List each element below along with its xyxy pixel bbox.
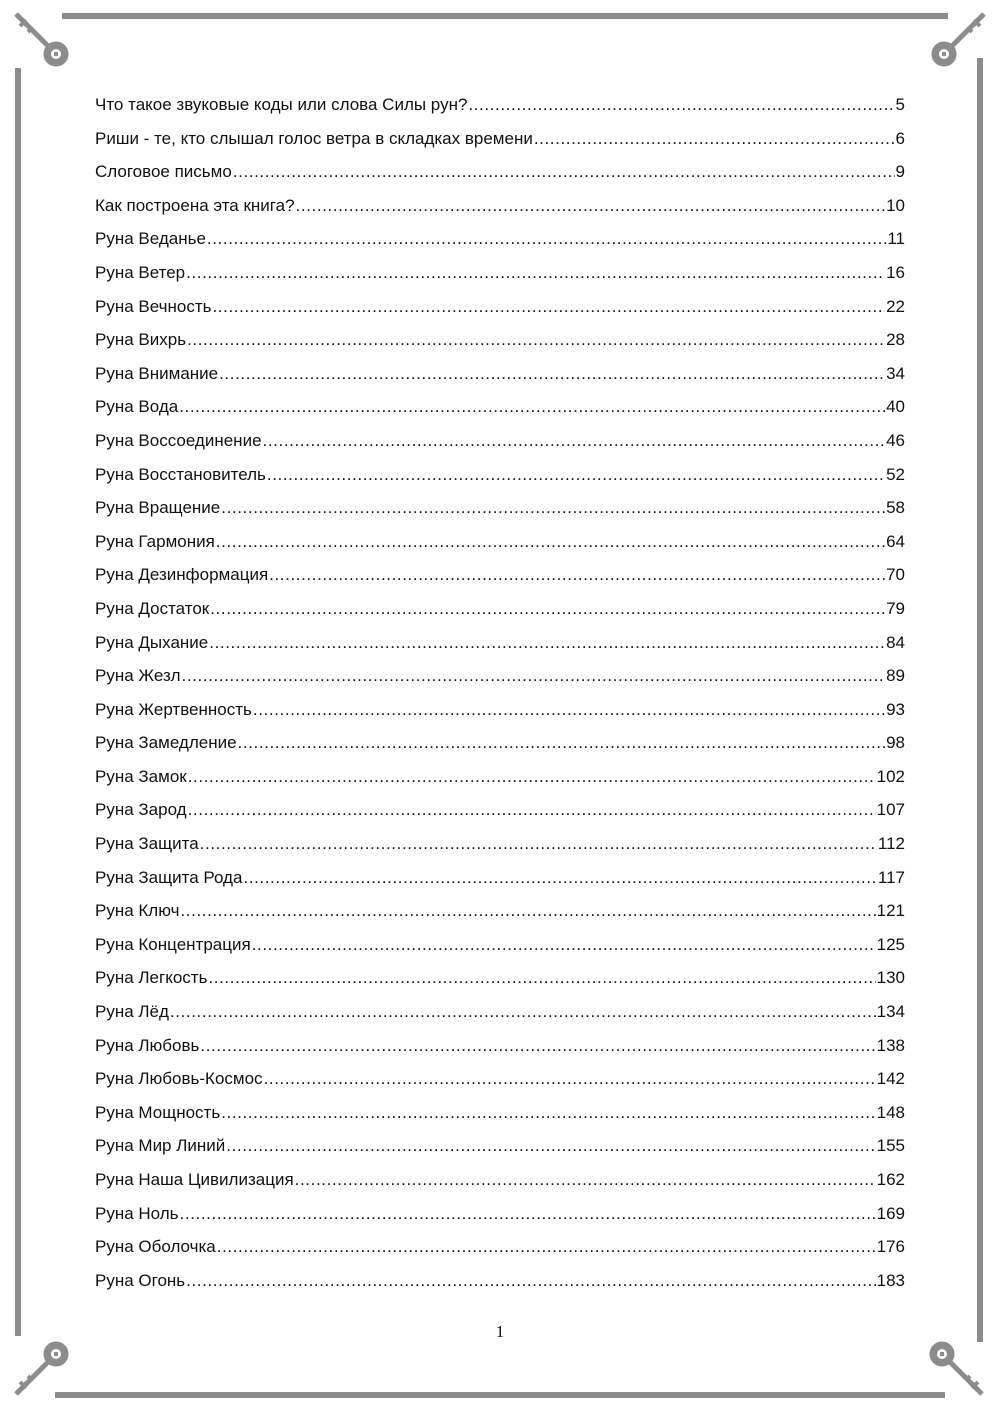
toc-entry-title: Руна Вихрь xyxy=(95,330,187,350)
toc-entry-page: 16 xyxy=(886,262,905,282)
toc-dot-leader xyxy=(267,458,885,492)
toc-dot-leader xyxy=(180,1197,876,1231)
toc-dot-leader xyxy=(233,155,895,189)
toc-entry-title: Руна Замедление xyxy=(95,733,237,753)
toc-entry[interactable] xyxy=(95,155,905,189)
toc-entry[interactable] xyxy=(95,659,905,693)
toc-entry[interactable] xyxy=(95,1163,905,1197)
toc-entry[interactable] xyxy=(95,861,905,895)
toc-entry[interactable] xyxy=(95,1264,905,1298)
toc-entry[interactable] xyxy=(95,357,905,391)
toc-entry-title: Руна Оболочка xyxy=(95,1237,216,1257)
toc-entry-title: Руна Мощность xyxy=(95,1102,221,1122)
toc-entry-title: Риши - те, кто слышал голос ветра в складках времени xyxy=(95,128,533,148)
toc-entry-title: Руна Ветер xyxy=(95,262,186,282)
toc-entry-page: 112 xyxy=(877,834,905,854)
toc-dot-leader xyxy=(182,659,886,693)
toc-dot-leader xyxy=(216,525,885,559)
toc-entry-title: Руна Ноль xyxy=(95,1203,179,1223)
toc-entry[interactable] xyxy=(95,424,905,458)
toc-entry-page: 169 xyxy=(876,1203,905,1223)
frame-right-border xyxy=(977,58,983,1342)
toc-entry-page: 142 xyxy=(876,1069,905,1089)
toc-entry-title: Руна Концентрация xyxy=(95,934,251,954)
toc-entry[interactable] xyxy=(95,122,905,156)
toc-dot-leader xyxy=(243,861,876,895)
toc-entry[interactable] xyxy=(95,458,905,492)
toc-entry[interactable] xyxy=(95,491,905,525)
toc-dot-leader xyxy=(226,1129,875,1163)
toc-dot-leader xyxy=(263,424,886,458)
key-ornament-icon xyxy=(10,1338,72,1400)
toc-entry-title: Руна Жертвенность xyxy=(95,699,252,719)
toc-dot-leader xyxy=(208,961,875,995)
toc-dot-leader xyxy=(219,357,885,391)
toc-entry-page: 155 xyxy=(876,1136,905,1156)
toc-entry-page: 183 xyxy=(876,1270,905,1290)
toc-dot-leader xyxy=(200,1029,875,1063)
toc-entry-page: 46 xyxy=(886,430,905,450)
key-ornament-icon xyxy=(926,1338,988,1400)
toc-entry-page: 6 xyxy=(895,128,905,148)
toc-entry-page: 148 xyxy=(876,1102,905,1122)
toc-entry[interactable] xyxy=(95,390,905,424)
toc-entry-title: Как построена эта книга? xyxy=(95,195,295,215)
toc-entry-page: 138 xyxy=(876,1035,905,1055)
toc-entry-page: 64 xyxy=(886,531,905,551)
toc-entry-title: Руна Мир Линий xyxy=(95,1136,226,1156)
toc-dot-leader xyxy=(200,827,877,861)
toc-dot-leader xyxy=(179,390,885,424)
toc-entry[interactable] xyxy=(95,928,905,962)
toc-entry-page: 58 xyxy=(886,498,905,518)
toc-dot-leader xyxy=(534,122,895,156)
page-number: 1 xyxy=(495,1322,505,1341)
toc-entry[interactable] xyxy=(95,1029,905,1063)
toc-entry-page: 130 xyxy=(876,968,905,988)
toc-entry-page: 40 xyxy=(886,397,905,417)
toc-entry-page: 10 xyxy=(886,195,905,215)
toc-entry-page: 107 xyxy=(876,800,905,820)
toc-entry-title: Что такое звуковые коды или слова Силы рун? xyxy=(95,95,468,114)
toc-entry-title: Руна Восстановитель xyxy=(95,464,266,484)
toc-entry-page: 9 xyxy=(895,162,905,182)
toc-entry-page: 84 xyxy=(886,632,905,652)
toc-entry[interactable] xyxy=(95,827,905,861)
toc-dot-leader xyxy=(186,256,885,290)
toc-entry[interactable] xyxy=(95,88,905,122)
toc-entry[interactable] xyxy=(95,222,905,256)
table-of-contents xyxy=(95,88,905,1297)
toc-entry-title: Руна Огонь xyxy=(95,1270,186,1290)
toc-dot-leader xyxy=(221,491,885,525)
toc-entry-page: 98 xyxy=(886,733,905,753)
toc-entry[interactable] xyxy=(95,626,905,660)
toc-entry[interactable] xyxy=(95,1230,905,1264)
toc-entry-page: 28 xyxy=(886,330,905,350)
toc-entry-title: Руна Ключ xyxy=(95,901,180,921)
toc-entry[interactable] xyxy=(95,323,905,357)
toc-entry[interactable] xyxy=(95,558,905,592)
toc-dot-leader xyxy=(296,189,886,223)
toc-entry[interactable] xyxy=(95,760,905,794)
key-ornament-icon xyxy=(928,8,990,70)
toc-dot-leader xyxy=(264,1062,876,1096)
toc-entry-title: Руна Внимание xyxy=(95,363,219,383)
toc-entry[interactable] xyxy=(95,894,905,928)
toc-entry-title: Руна Зарод xyxy=(95,800,187,820)
toc-entry-page: 89 xyxy=(886,666,905,686)
frame-top-border xyxy=(62,13,948,19)
toc-dot-leader xyxy=(217,1230,876,1264)
toc-entry-title: Руна Замок xyxy=(95,766,187,786)
toc-entry-page: 11 xyxy=(887,229,905,249)
toc-entry[interactable] xyxy=(95,1062,905,1096)
toc-entry-page: 79 xyxy=(886,598,905,618)
toc-dot-leader xyxy=(468,88,894,122)
toc-entry-title: Руна Вечность xyxy=(95,296,212,316)
toc-entry[interactable] xyxy=(95,189,905,223)
toc-entry-page: 117 xyxy=(877,867,905,887)
toc-entry-page: 125 xyxy=(876,934,905,954)
toc-entry-title: Руна Дезинформация xyxy=(95,565,269,585)
toc-dot-leader xyxy=(207,222,886,256)
toc-entry-title: Руна Жезл xyxy=(95,666,181,686)
toc-entry-page: 22 xyxy=(886,296,905,316)
toc-entry-page: 5 xyxy=(895,95,905,114)
toc-entry[interactable] xyxy=(95,693,905,727)
toc-dot-leader xyxy=(186,1264,875,1298)
toc-entry[interactable] xyxy=(95,290,905,324)
toc-entry[interactable] xyxy=(95,1096,905,1130)
toc-entry[interactable] xyxy=(95,726,905,760)
toc-entry-title: Руна Вода xyxy=(95,397,179,417)
key-ornament-icon xyxy=(10,8,72,70)
toc-dot-leader xyxy=(295,1163,876,1197)
toc-dot-leader xyxy=(209,626,885,660)
toc-entry[interactable] xyxy=(95,1197,905,1231)
toc-entry-page: 176 xyxy=(876,1237,905,1257)
toc-entry[interactable] xyxy=(95,995,905,1029)
toc-entry[interactable] xyxy=(95,793,905,827)
toc-entry-title: Руна Любовь-Космос xyxy=(95,1069,263,1089)
toc-entry-page: 34 xyxy=(886,363,905,383)
toc-entry-title: Руна Веданье xyxy=(95,229,206,249)
toc-entry-page: 102 xyxy=(876,766,905,786)
toc-entry[interactable] xyxy=(95,961,905,995)
toc-entry-title: Руна Дыхание xyxy=(95,632,209,652)
toc-dot-leader xyxy=(238,726,886,760)
toc-entry-page: 162 xyxy=(876,1170,905,1189)
toc-entry-title: Руна Гармония xyxy=(95,531,215,551)
toc-entry[interactable] xyxy=(95,525,905,559)
toc-dot-leader xyxy=(210,592,885,626)
toc-entry-title: Руна Защита xyxy=(95,834,199,854)
toc-dot-leader xyxy=(269,558,885,592)
toc-entry-title: Руна Вращение xyxy=(95,498,221,518)
toc-entry-page: 93 xyxy=(886,699,905,719)
frame-left-border xyxy=(15,68,21,1336)
frame-bottom-border xyxy=(55,1392,945,1398)
toc-entry-title: Руна Защита Рода xyxy=(95,867,243,887)
toc-entry-title: Руна Воссоединение xyxy=(95,430,262,450)
toc-dot-leader xyxy=(180,894,875,928)
toc-entry-page: 70 xyxy=(886,565,905,585)
toc-dot-leader xyxy=(253,693,885,727)
toc-dot-leader xyxy=(212,290,885,324)
toc-entry-page: 121 xyxy=(876,901,905,921)
toc-dot-leader xyxy=(170,995,876,1029)
toc-entry-title: Руна Лёд xyxy=(95,1002,169,1022)
toc-entry-title: Руна Легкость xyxy=(95,968,208,988)
toc-entry[interactable] xyxy=(95,256,905,290)
toc-dot-leader xyxy=(252,928,876,962)
toc-entry-title: Руна Достаток xyxy=(95,598,210,618)
toc-dot-leader xyxy=(188,760,876,794)
toc-entry-title: Руна Наша Цивилизация xyxy=(95,1170,294,1189)
toc-entry[interactable] xyxy=(95,1129,905,1163)
toc-entry[interactable] xyxy=(95,592,905,626)
toc-dot-leader xyxy=(188,793,876,827)
toc-dot-leader xyxy=(187,323,885,357)
toc-dot-leader xyxy=(221,1096,875,1130)
toc-entry-page: 134 xyxy=(876,1002,905,1022)
toc-entry-title: Слоговое письмо xyxy=(95,162,232,182)
toc-entry-title: Руна Любовь xyxy=(95,1035,200,1055)
toc-entry-page: 52 xyxy=(886,464,905,484)
